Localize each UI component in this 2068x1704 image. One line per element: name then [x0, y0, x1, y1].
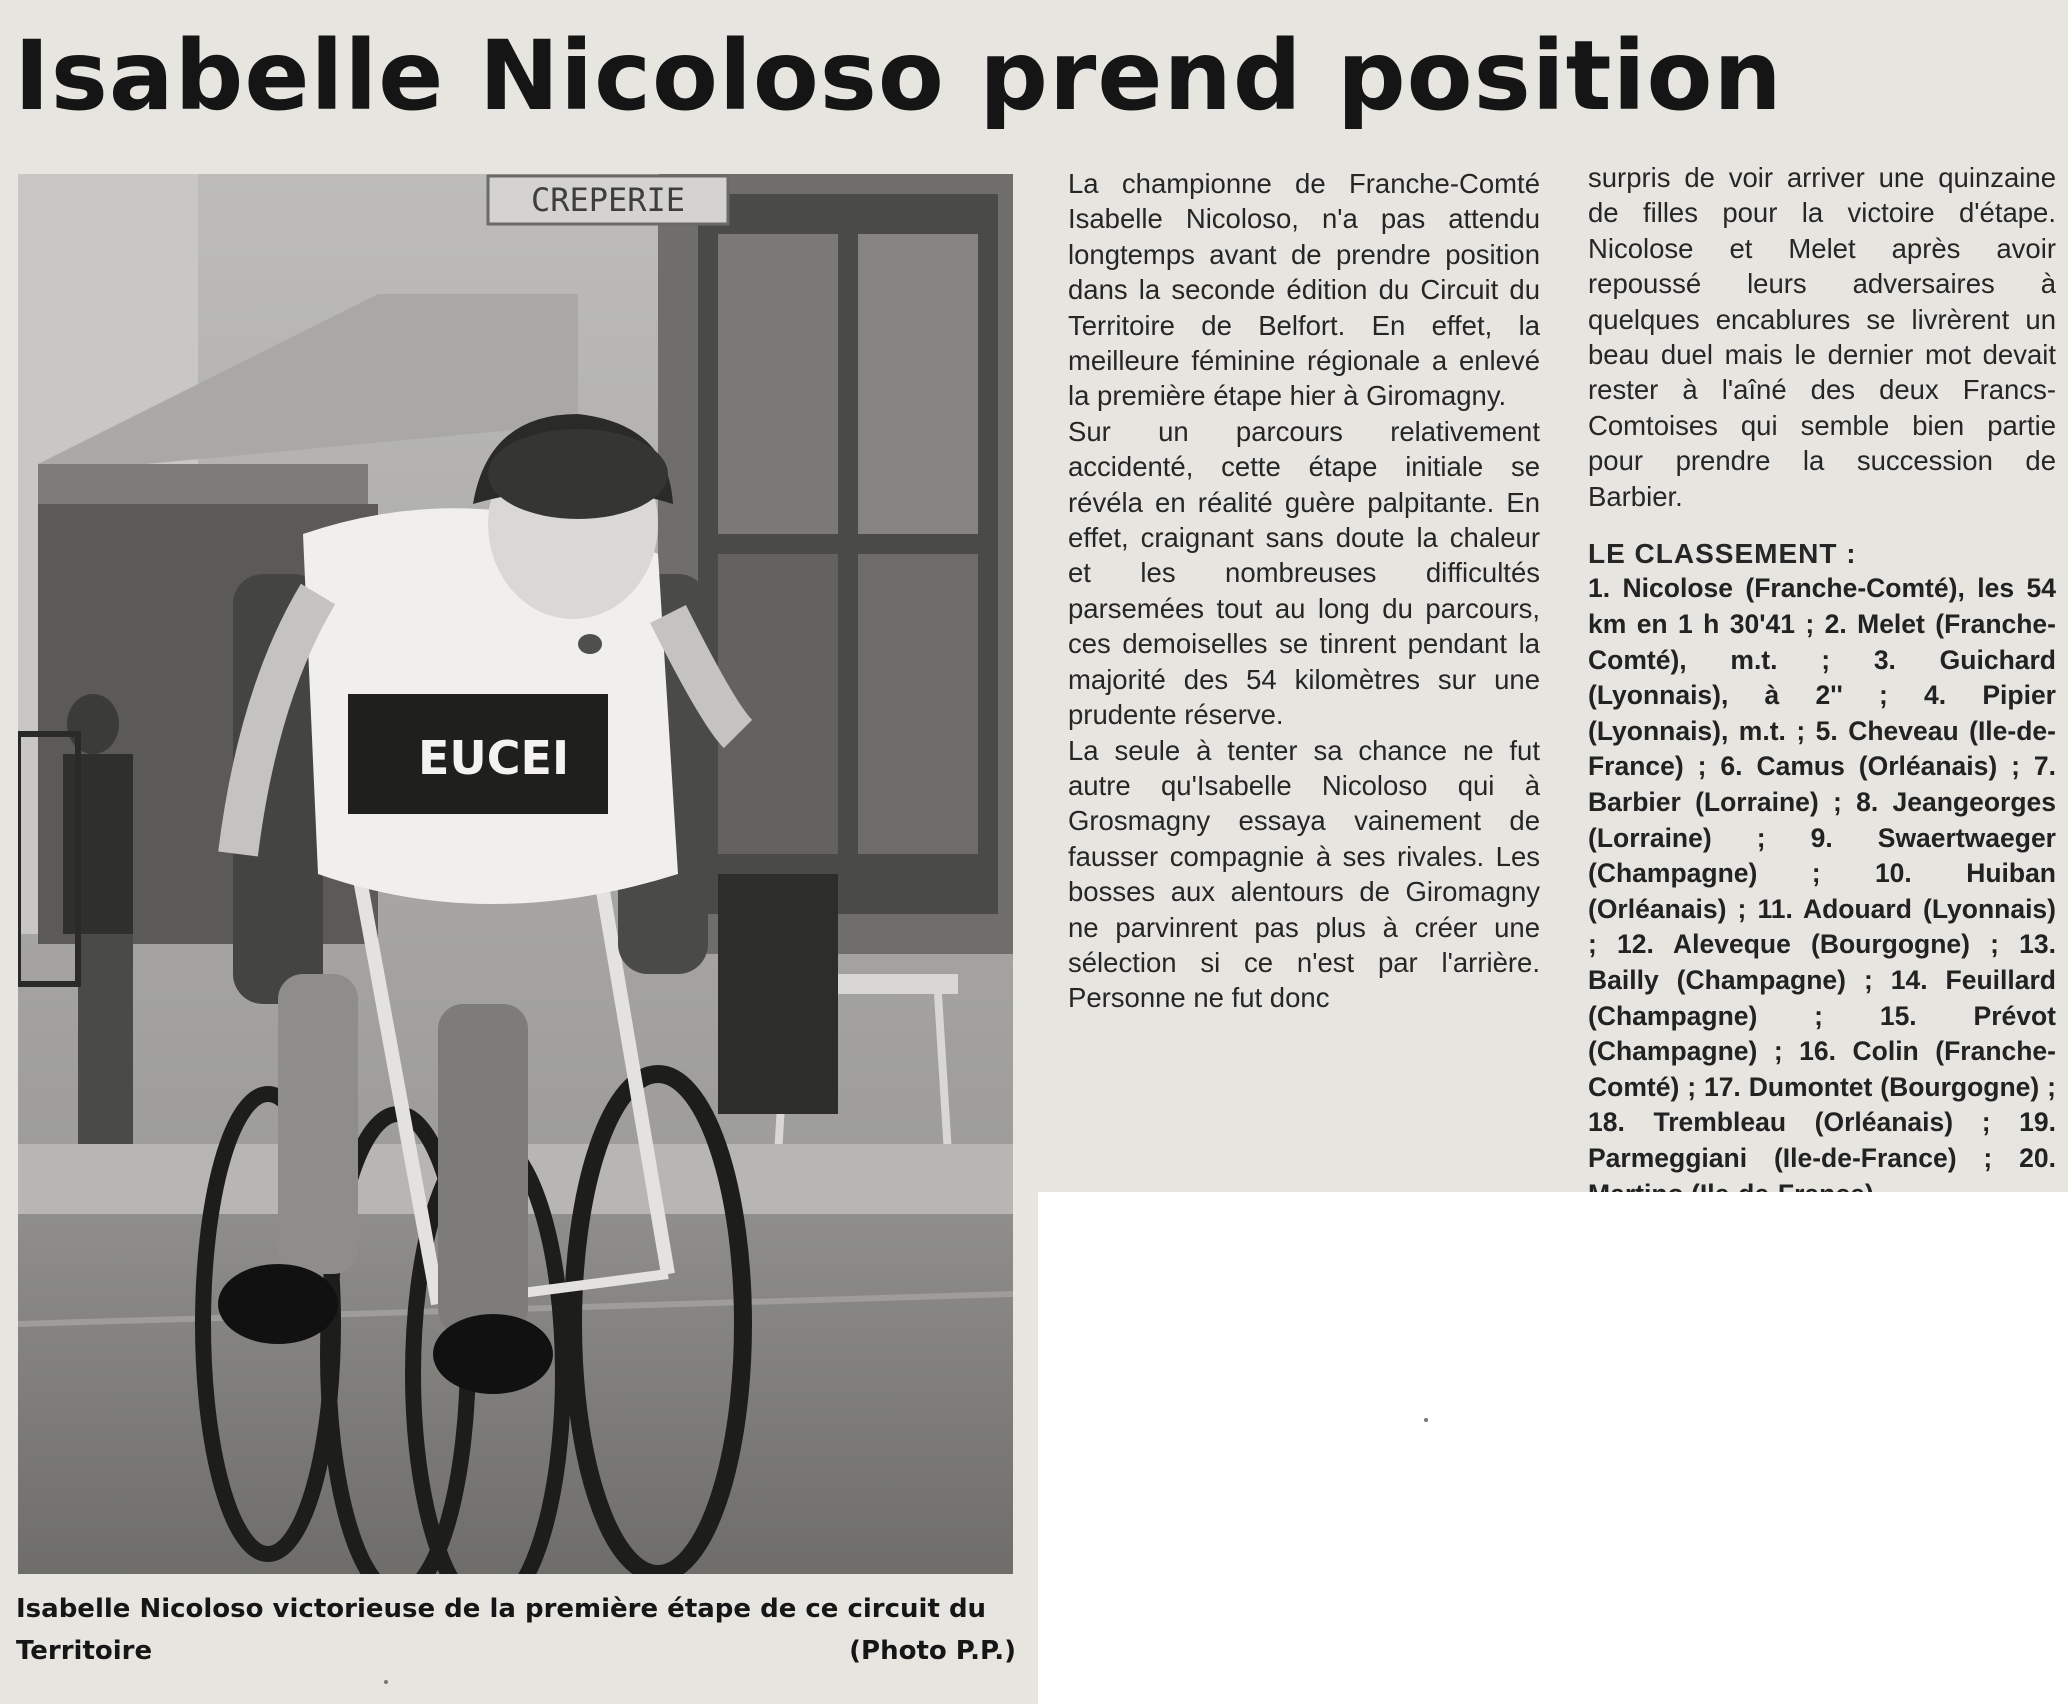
article-column-1 [1068, 166, 1540, 1016]
paragraph-attack: La seule à tenter sa chance ne fut autre qu'Isabelle Nicoloso qui à Grosmagny essaya vainement de fausser compagnie à ses rivales. Les bosses aux alentours de Giromagny ne parvinrent pas plus à créer une sélection si ce n'est par l'arrière. Personne ne fut donc [1068, 734, 1540, 1014]
paragraph-intro: La championne de Franche-Comté Isabelle Nicoloso, n'a pas attendu longtemps avant de prendre position dans la seconde édition du Circuit du Territoire de Belfort. En effet, la meilleure féminine régionale a enlevé la première étape hier à Giromagny. [1068, 168, 1540, 412]
paper-speck [1424, 1418, 1428, 1422]
photo-caption [16, 1588, 1016, 1672]
classement-heading: LE CLASSEMENT : [1588, 538, 1857, 570]
classement-results: 1. Nicolose (Franche-Comté), les 54 km en 1 h 30'41 ; 2. Melet (Franche-Comté), m.t. ; 3. Guichard (Lyonnais), à 2'' ; 4. Pipier (Lyonnais), m.t. ; 5. Cheveau (Ile-de-France) ; 6. Camus (Orléanais) ; 7. Barbier (Lorraine) ; 8. Jeangeorges (Lorraine) ; 9. Swaertwaeger (Champagne) ; 10. Huiban (Orléanais) ; 11. Adouard (Lyonnais) ; 12. Aleveque (Bourgogne) ; 13. Bailly (Champagne) ; 14. Feuillard (Champagne) ; 15. Prévot (Champagne) ; 16. Colin (Franche-Comté) ; 17. Dumontet (Bourgogne) ; 18. Trembleau (Orléanais) ; 19. Parmeggiani (Ile-de-France) ; 20. [1588, 573, 2056, 1173]
photo-credit: (Photo P.P.) [849, 1636, 1016, 1666]
shop-sign-text: CREPERIE [530, 181, 686, 219]
paragraph-finish: surpris de voir arriver une quinzaine de filles pour la victoire d'étape. Nicolose et Melet après avoir repoussé leurs adversaires à quelques encablures se livrèrent un beau duel mais le dernier mot devait rester à l'aîné des deux Francs-Comtoises qui semble bien partie pour prendre la succession de Barbier. [1588, 162, 2056, 512]
article-headline: Isabelle Nicoloso prend position [14, 20, 1783, 132]
paragraph-race: Sur un parcours relativement accidenté, cette étape initiale se révéla en réalité guère palpitante. En effet, craignant sans doute la chaleur et les nombreuses difficultés parsemées tout au long du parcours, ces demoiselles se tinrent pendant la majorité des 54 kilomètres sur une prudente réserve. [1068, 415, 1540, 731]
article-column-2 [1588, 160, 2056, 1212]
caption-line-1: Isabelle Nicoloso victorieuse de la première étape de ce circuit du [16, 1594, 987, 1624]
blank-paper-area [1038, 1192, 2068, 1704]
caption-location: Territoire [16, 1636, 153, 1666]
cyclist-photo [18, 174, 1013, 1574]
caption-line-2 [16, 1630, 1016, 1672]
jersey-text: EUCEI [418, 731, 570, 785]
paper-speck [384, 1680, 388, 1684]
